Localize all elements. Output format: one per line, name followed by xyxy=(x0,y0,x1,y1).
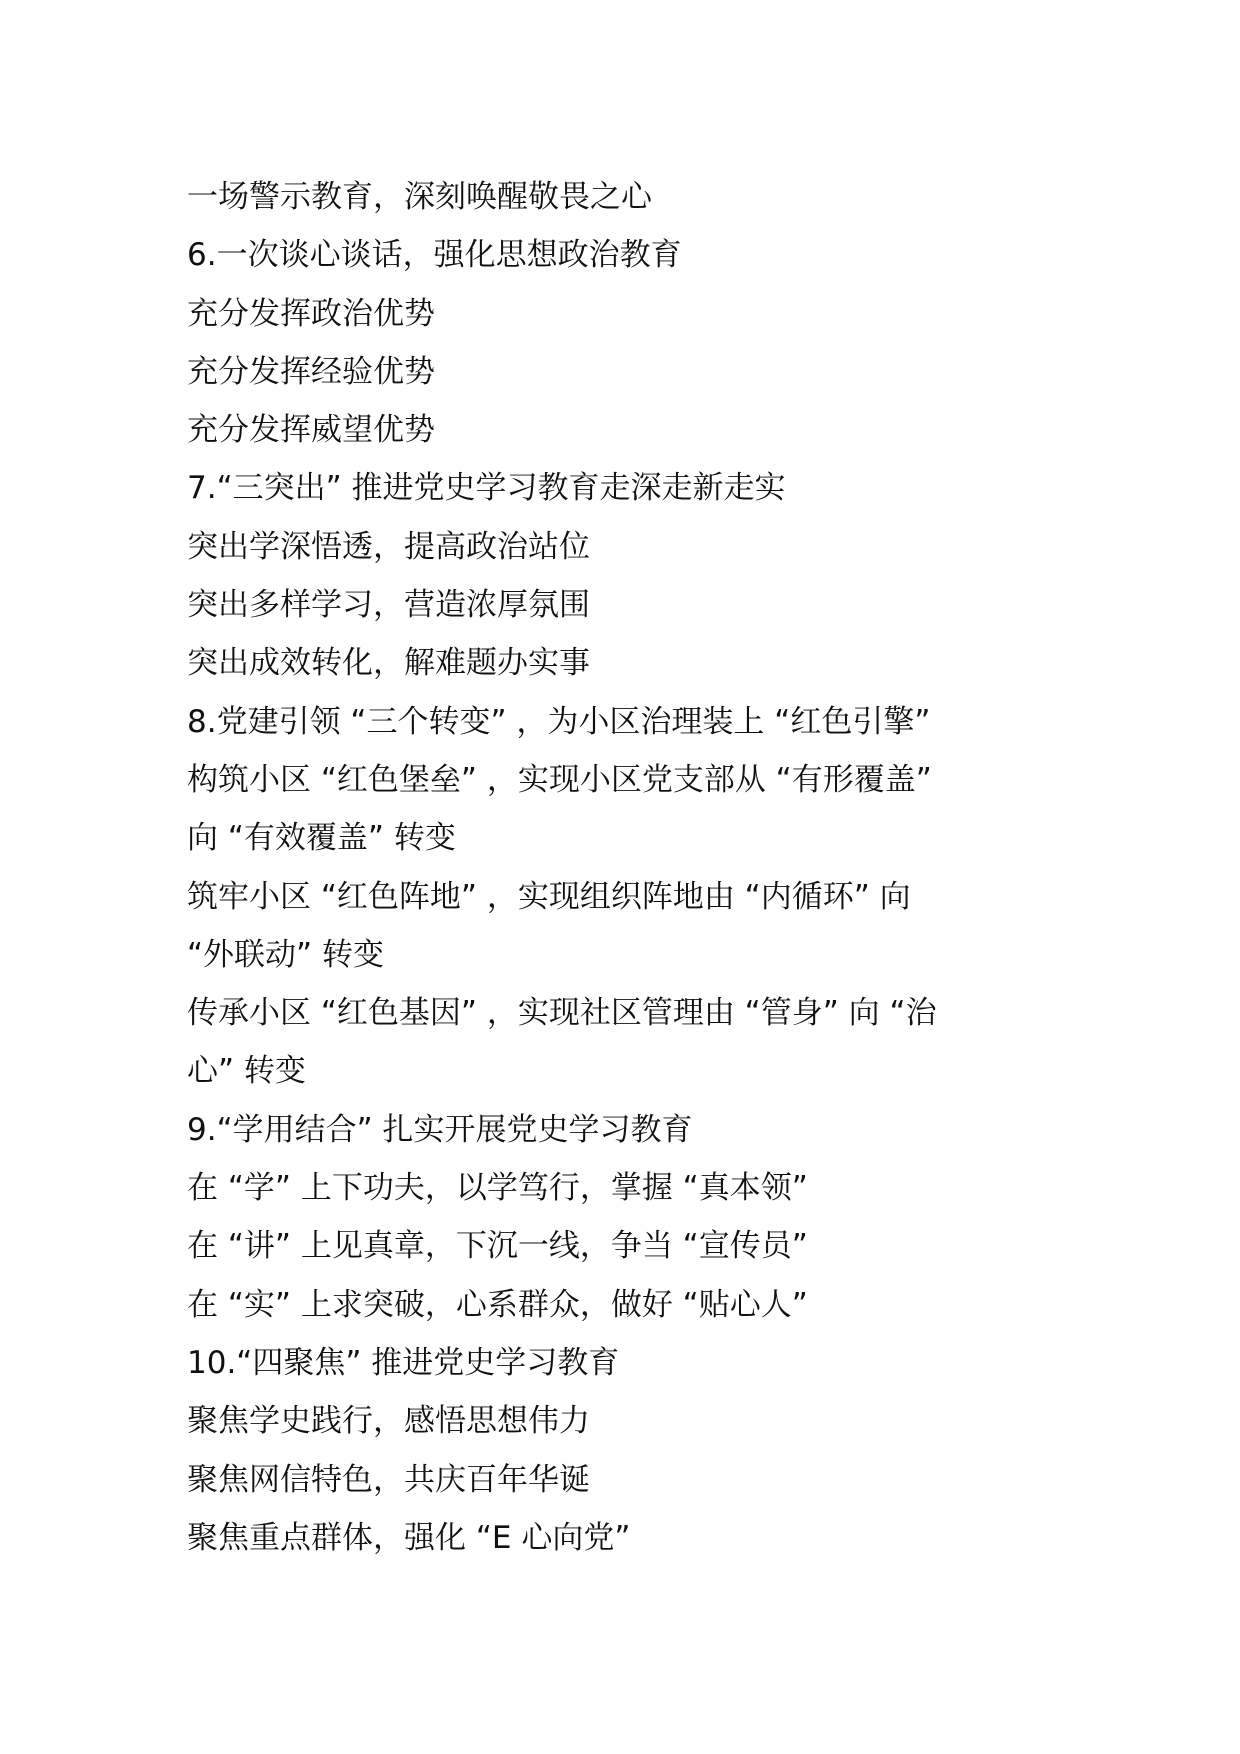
text-line: 突出多样学习，营造浓厚氛围 xyxy=(187,587,590,624)
text-line: 向 “有效覆盖” 转变 xyxy=(187,820,456,857)
text-line: 聚焦网信特色，共庆百年华诞 xyxy=(187,1461,590,1498)
text-line: 传承小区 “红色基因” ，实现社区管理由 “管身” 向 “治 xyxy=(187,995,937,1032)
text-line: 心” 转变 xyxy=(187,1053,306,1090)
text-line: 筑牢小区 “红色阵地” ，实现组织阵地由 “内循环” 向 xyxy=(187,878,911,915)
document-body xyxy=(187,168,1057,1567)
section-heading-8: 8.党建引领 “三个转变” ，为小区治理装上 “红色引擎” xyxy=(187,703,931,740)
section-heading-9: 9.“学用结合” 扎实开展党史学习教育 xyxy=(187,1111,693,1148)
text-line: “外联动” 转变 xyxy=(187,936,384,973)
text-line: 充分发挥经验优势 xyxy=(187,353,435,390)
text-line: 突出学深悟透，提高政治站位 xyxy=(187,528,590,565)
text-line: 构筑小区 “红色堡垒” ，实现小区党支部从 “有形覆盖” xyxy=(187,761,932,798)
text-line: 在 “实” 上求突破，心系群众，做好 “贴心人” xyxy=(187,1286,808,1323)
text-line: 聚焦学史践行，感悟思想伟力 xyxy=(187,1403,590,1440)
text-line: 突出成效转化，解难题办实事 xyxy=(187,645,590,682)
text-line: 充分发挥政治优势 xyxy=(187,295,435,332)
text-line: 在 “学” 上下功夫，以学笃行，掌握 “真本领” xyxy=(187,1170,808,1207)
text-line: 在 “讲” 上见真章，下沉一线，争当 “宣传员” xyxy=(187,1228,808,1265)
text-line: 聚焦重点群体，强化 “E 心向党” xyxy=(187,1519,631,1556)
section-heading-7: 7.“三突出” 推进党史学习教育走深走新走实 xyxy=(187,470,786,507)
text-line: 充分发挥威望优势 xyxy=(187,412,435,449)
text-line: 一场警示教育，深刻唤醒敬畏之心 xyxy=(187,179,652,215)
section-heading-6: 6.一次谈心谈话，强化思想政治教育 xyxy=(187,237,682,274)
section-heading-10: 10.“四聚焦” 推进党史学习教育 xyxy=(187,1344,620,1381)
